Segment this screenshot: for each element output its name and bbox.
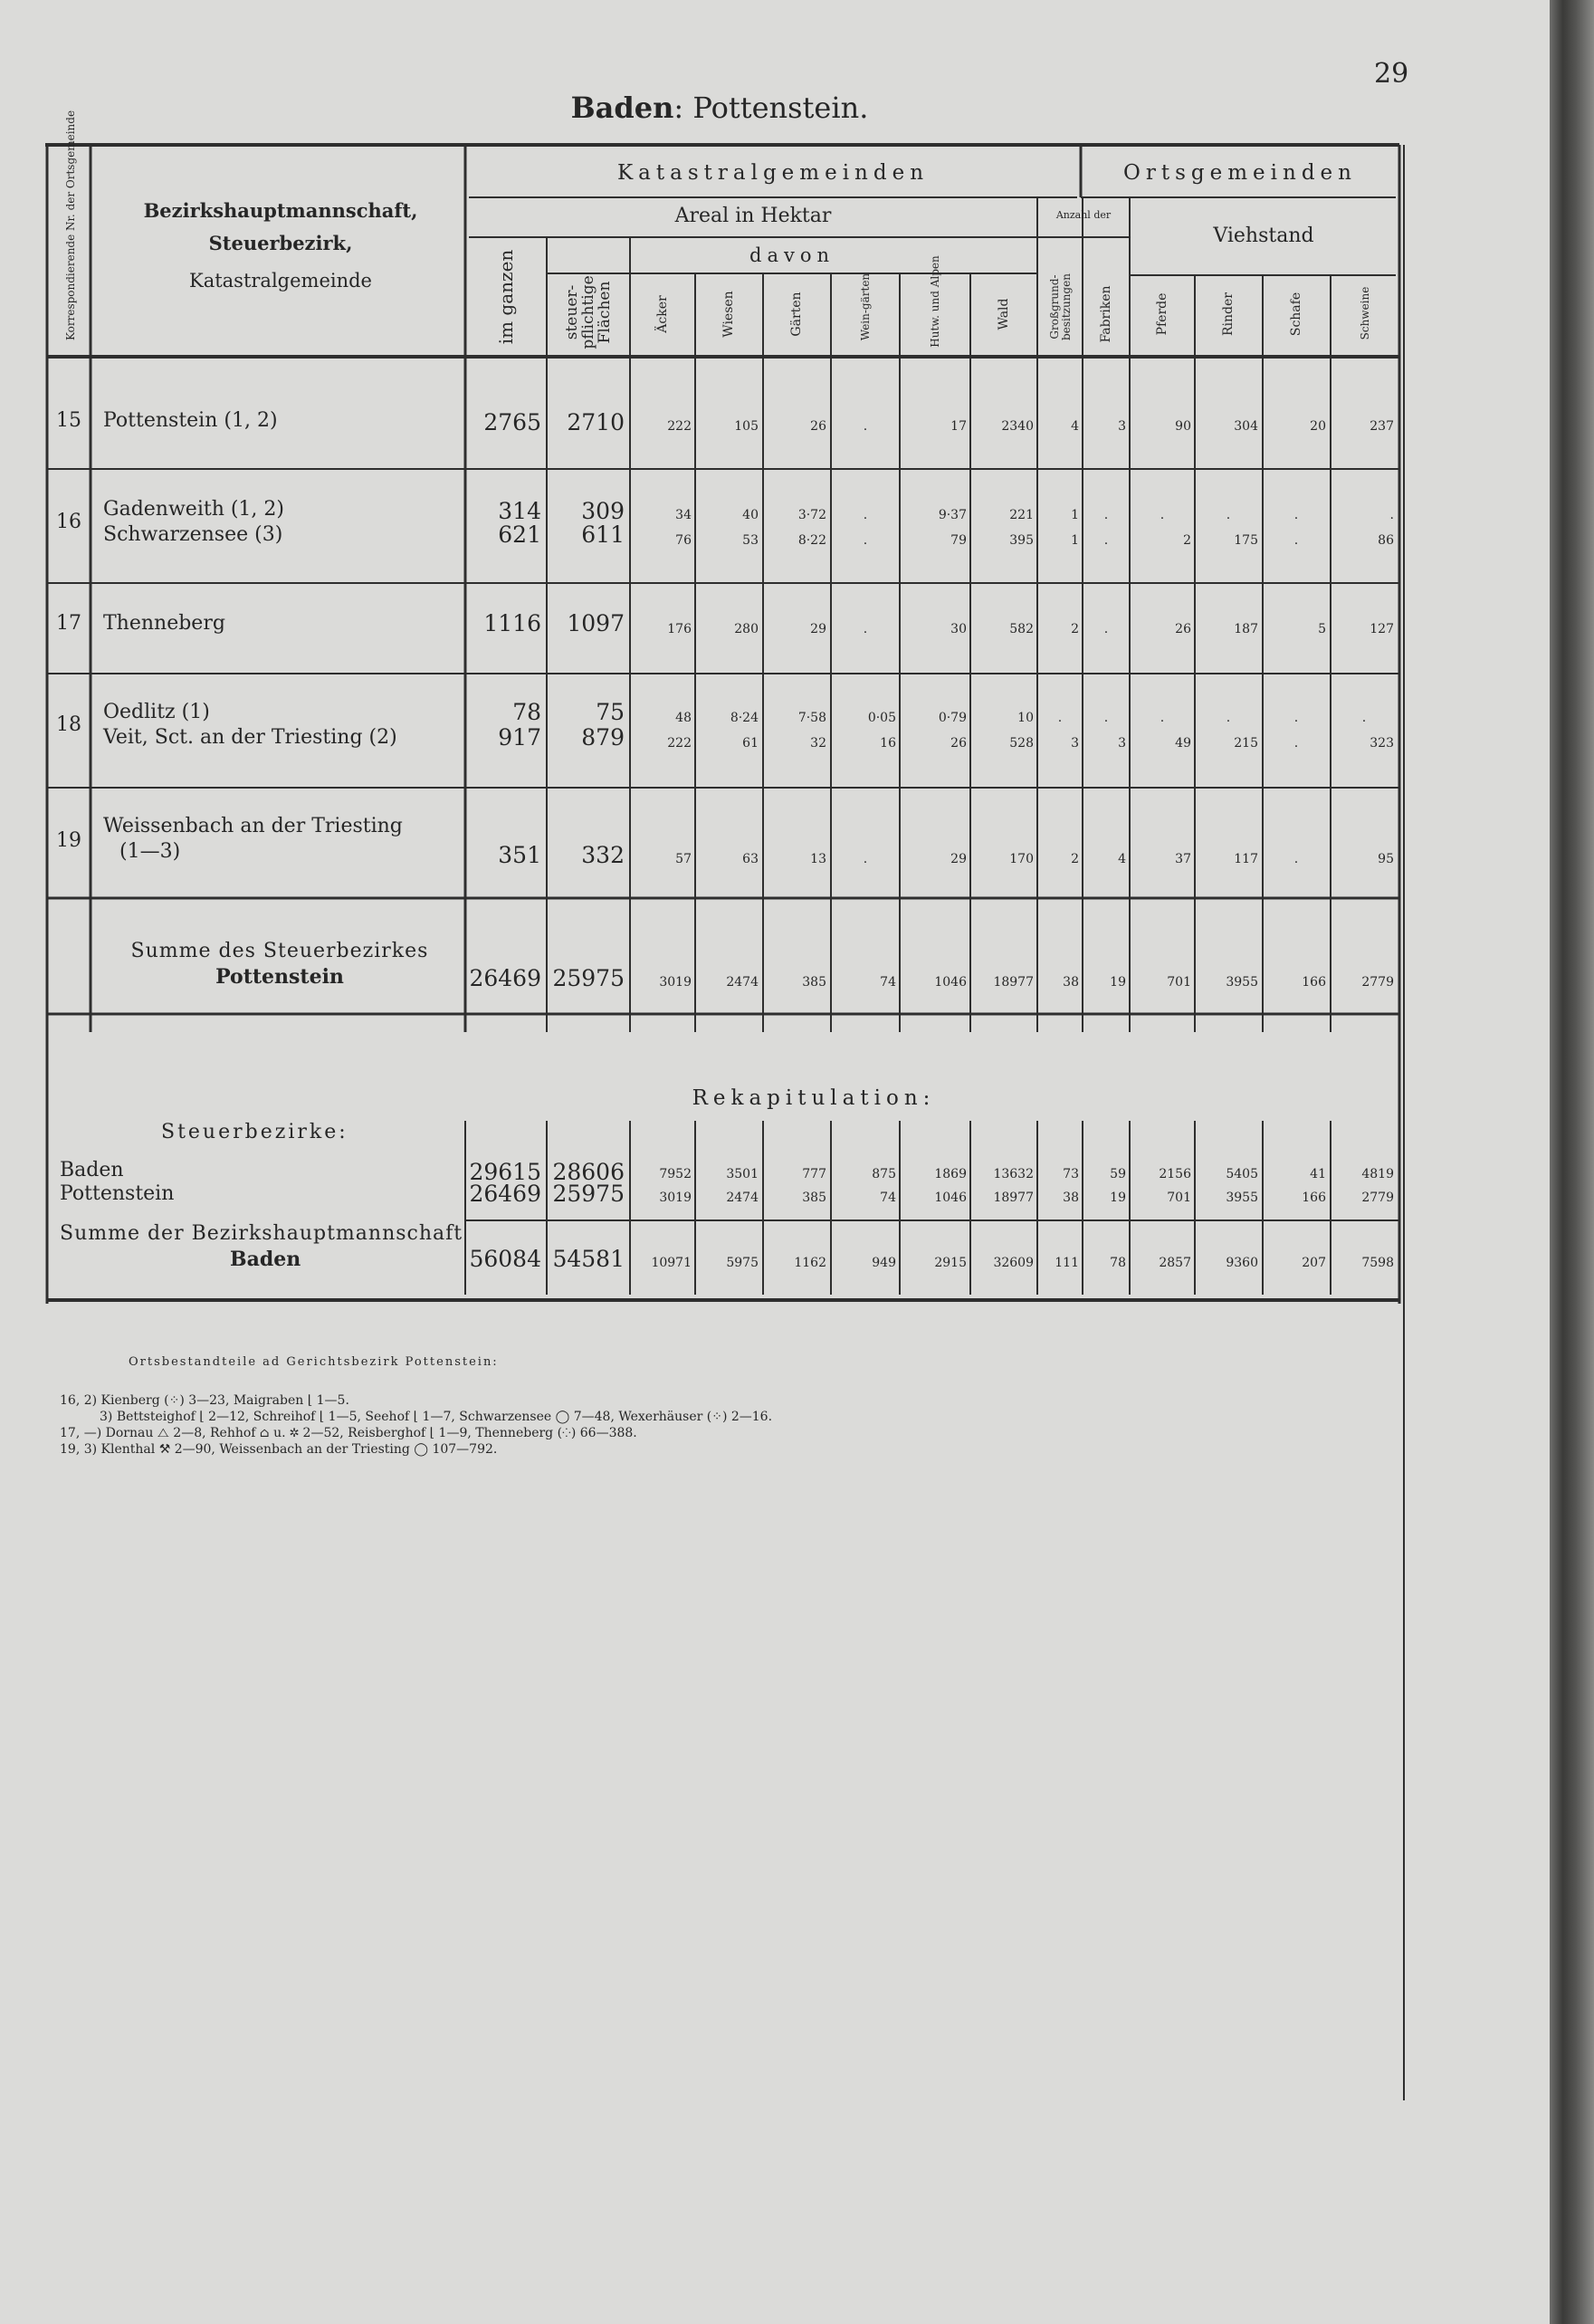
cell-aecker: 57 [675,852,692,866]
cell-steuerpfl: 2710 [567,409,625,435]
rekap-summe-fabriken: 78 [1110,1256,1126,1270]
rekap-wald: 18977 [993,1191,1034,1205]
rekap-pferde: 701 [1167,1191,1191,1205]
rekap-summe-wiesen: 5975 [726,1256,759,1270]
cell-grossgrund: 2 [1071,852,1079,866]
cell-pferde: 90 [1175,419,1191,434]
summe-aecker: 3019 [659,975,692,990]
rekap-hutweiden: 1046 [934,1191,967,1205]
cell-wiesen: 61 [742,736,759,751]
rekap-summe-schafe: 207 [1302,1256,1326,1270]
cell-steuerpfl: 75 [596,699,625,725]
cell-weingaerten: 16 [880,736,896,751]
rekap-im-ganzen: 26469 [469,1181,541,1207]
cell-wald: 2340 [1001,419,1034,434]
summe-schafe: 166 [1302,975,1326,990]
cell-aecker: 48 [675,711,692,725]
rekap-gaerten: 385 [802,1191,826,1205]
cell-aecker: 176 [667,622,692,636]
cell-aecker: 222 [667,736,692,751]
cell-fabriken: . [1103,622,1109,636]
rekap-hutweiden: 1869 [934,1167,967,1181]
rekap-summe-line1: Summe der Bezirkshauptmannschaft [60,1222,463,1245]
rekap-weingaerten: 74 [880,1191,896,1205]
cell-wald: 582 [1009,622,1034,636]
col-pferde: Pferde [1155,292,1169,336]
cell-pferde: 49 [1175,736,1191,751]
cell-fabriken: 4 [1118,852,1126,866]
cell-schweine: . [1389,508,1394,522]
cell-schweine: . [1361,711,1367,725]
row-name: Schwarzensee (3) [103,523,283,546]
cell-wald: 170 [1009,852,1034,866]
cell-schafe: . [1293,852,1299,866]
cell-steuerpfl: 309 [581,498,625,524]
cell-fabriken: . [1103,508,1109,522]
cell-schafe: . [1293,533,1299,548]
summe-pferde: 701 [1167,975,1191,990]
footnote-line: 3) Bettsteighof ⌊ 2—12, Schreihof ⌊ 1—5, Seehof ⌊ 1—7, Schwarzensee ◯ 7—48, Wexerhäuser (⁘) 2—16. [100,1410,773,1424]
row-name-cont: (1—3) [119,840,181,863]
rekap-schweine: 2779 [1361,1191,1394,1205]
cell-im-ganzen: 2765 [483,409,541,435]
rekap-summe-rinder: 9360 [1226,1256,1258,1270]
row-name: Pottenstein (1, 2) [103,409,278,432]
cell-im-ganzen: 351 [498,842,541,868]
cell-hutweiden: 29 [950,852,967,866]
row-name: Weissenbach an der Triesting [103,815,403,837]
summe-gaerten: 385 [802,975,826,990]
rekap-grossgrund: 38 [1063,1191,1079,1205]
cell-grossgrund: 1 [1071,508,1079,522]
cell-wald: 10 [1017,711,1034,725]
cell-wiesen: 63 [742,852,759,866]
cell-gaerten: 29 [810,622,826,636]
nr-column-header: Korrespondierende Nr. der Ortsgemeinde [64,110,77,340]
bezirk-header-line1: Bezirkshauptmannschaft, [143,199,418,222]
footnotes-title: Ortsbestandteile ad Gerichtsbezirk Pottenstein: [129,1355,499,1369]
rekap-summe-line2: Baden [230,1248,301,1271]
rekap-summe-wald: 32609 [993,1256,1034,1270]
cell-hutweiden: 9·37 [938,508,967,522]
cell-weingaerten: . [863,419,868,434]
cell-gaerten: 7·58 [797,711,826,725]
summe-rinder: 3955 [1226,975,1258,990]
rekap-schafe: 41 [1310,1167,1326,1181]
rekap-summe-hutweiden: 2915 [934,1256,967,1270]
cell-weingaerten: . [863,852,868,866]
title-prefix: Baden [570,91,674,125]
cell-im-ganzen: 1116 [483,610,541,636]
cell-im-ganzen: 917 [498,724,541,751]
rekap-row-name: Baden [60,1159,124,1181]
rekap-summe-gaerten: 1162 [794,1256,826,1270]
cell-fabriken: . [1103,711,1109,725]
cell-wiesen: 53 [742,533,759,548]
rekap-wiesen: 3501 [726,1167,759,1181]
row-name: Veit, Sct. an der Triesting (2) [103,726,397,749]
cell-aecker: 34 [675,508,692,522]
cell-weingaerten: . [863,533,868,548]
cell-gaerten: 3·72 [797,508,826,522]
cell-pferde: 2 [1183,533,1191,548]
summe-weingaerten: 74 [880,975,896,990]
cell-gaerten: 8·22 [797,533,826,548]
cell-pferde: 37 [1175,852,1191,866]
bezirk-header-line3: Katastralgemeinde [189,270,372,292]
cell-rinder: 187 [1234,622,1258,636]
cell-schweine: 237 [1370,419,1394,434]
rekap-wald: 13632 [993,1167,1034,1181]
summe-steuerpfl: 25975 [552,965,625,991]
cell-rinder: . [1226,508,1231,522]
cell-fabriken: 3 [1118,736,1126,751]
cell-schweine: 86 [1378,533,1394,548]
col-im-ganzen: im ganzen [495,249,517,345]
cell-grossgrund: 4 [1071,419,1079,434]
rekap-fabriken: 59 [1110,1167,1126,1181]
summe-hutweiden: 1046 [934,975,967,990]
cell-hutweiden: 30 [950,622,967,636]
footnote-line: 16, 2) Kienberg (⁘) 3—23, Maigraben ⌊ 1—5. [60,1393,349,1408]
rekap-aecker: 3019 [659,1191,692,1205]
rekap-summe-pferde: 2857 [1159,1256,1191,1270]
cell-steuerpfl: 611 [581,521,625,548]
col-wald: Wald [997,298,1011,330]
cell-rinder: 175 [1234,533,1258,548]
cell-aecker: 222 [667,419,692,434]
cell-grossgrund: 2 [1071,622,1079,636]
cell-aecker: 76 [675,533,692,548]
bezirk-header-line2: Steuerbezirk, [208,232,353,254]
rekap-summe-aecker: 10971 [651,1256,692,1270]
cell-wiesen: 40 [742,508,759,522]
katastral-header: Katastralgemeinden [616,161,930,185]
cell-wald: 221 [1009,508,1034,522]
col-weingaerten: Wein-gärten [859,273,872,341]
rekap-title: Rekapitulation: [692,1086,936,1110]
summe-fabriken: 19 [1110,975,1126,990]
rekap-rinder: 3955 [1226,1191,1258,1205]
col-hutweiden: Hutw. und Alpen [929,255,941,348]
cell-rinder: 215 [1234,736,1258,751]
areal-header: Areal in Hektar [674,205,832,227]
cell-weingaerten: . [863,508,868,522]
col-grossgrund: Großgrund-besitzungen [1048,273,1073,340]
cell-wiesen: 8·24 [730,711,759,725]
cell-hutweiden: 79 [950,533,967,548]
viehstand-header: Viehstand [1213,225,1314,247]
summe-grossgrund: 38 [1063,975,1079,990]
cell-gaerten: 13 [810,852,826,866]
cell-grossgrund: 1 [1071,533,1079,548]
cell-rinder: 117 [1234,852,1258,866]
cell-wald: 395 [1009,533,1034,548]
col-steuerpflichtig: steuer-pflichtige Flächen [563,275,614,349]
page-number: 29 [1374,58,1409,90]
rekap-gaerten: 777 [802,1167,826,1181]
cell-im-ganzen: 621 [498,521,541,548]
cell-fabriken: 3 [1118,419,1126,434]
cell-schweine: 323 [1370,736,1394,751]
cell-pferde: 26 [1175,622,1191,636]
cell-schafe: . [1293,508,1299,522]
col-gaerten: Gärten [789,292,804,337]
row-nr: 15 [56,409,81,432]
summe-schweine: 2779 [1361,975,1394,990]
cell-wald: 528 [1009,736,1034,751]
cell-steuerpfl: 1097 [567,610,625,636]
cell-schweine: 127 [1370,622,1394,636]
cell-rinder: 304 [1234,419,1258,434]
davon-header: davon [749,244,835,266]
row-nr: 16 [56,511,81,533]
cell-gaerten: 26 [810,419,826,434]
cell-gaerten: 32 [810,736,826,751]
col-fabriken: Fabriken [1099,285,1113,343]
rekap-summe-steuerpfl: 54581 [552,1246,625,1272]
rekap-summe-weingaerten: 949 [872,1256,896,1270]
cell-grossgrund: . [1057,711,1063,725]
rekap-schweine: 4819 [1361,1167,1394,1181]
cell-hutweiden: 0·79 [938,711,967,725]
rekap-weingaerten: 875 [872,1167,896,1181]
cell-weingaerten: . [863,622,868,636]
rekap-summe-schweine: 7598 [1361,1256,1394,1270]
cell-steuerpfl: 879 [581,724,625,751]
rekap-schafe: 166 [1302,1191,1326,1205]
col-schweine: Schweine [1359,286,1371,340]
rekap-row-name: Pottenstein [60,1182,175,1205]
cell-schafe: . [1293,736,1299,751]
title-rest: : Pottenstein. [673,91,869,125]
summe-wald: 18977 [993,975,1034,990]
anzahl-header: Anzahl der [1055,209,1112,221]
cell-im-ganzen: 314 [498,498,541,524]
col-rinder: Rinder [1221,292,1236,336]
summe-im-ganzen: 26469 [469,965,541,991]
cell-wiesen: 280 [734,622,759,636]
rekap-wiesen: 2474 [726,1191,759,1205]
rekap-steuerpfl: 28606 [552,1159,625,1185]
cell-wiesen: 105 [734,419,759,434]
row-name: Thenneberg [103,612,225,635]
cell-schafe: 20 [1310,419,1326,434]
col-wiesen: Wiesen [721,291,736,338]
cell-fabriken: . [1103,533,1109,548]
cell-grossgrund: 3 [1071,736,1079,751]
cell-schafe: 5 [1318,622,1326,636]
cell-hutweiden: 17 [950,419,967,434]
col-schafe: Schafe [1289,292,1303,337]
rekap-grossgrund: 73 [1063,1167,1079,1181]
footnote-line: 17, —) Dornau ⧍ 2—8, Rehhof ⌂ u. ✲ 2—52, Reisberghof ⌊ 1—9, Thenneberg (⁘) 66—388. [60,1426,637,1440]
cell-pferde: . [1160,711,1165,725]
rekap-aecker: 7952 [659,1167,692,1181]
row-nr: 19 [56,829,81,852]
row-name: Oedlitz (1) [103,701,210,723]
rekap-im-ganzen: 29615 [469,1159,541,1185]
rekap-steuer-label: Steuerbezirke: [161,1121,348,1143]
cell-pferde: . [1160,508,1165,522]
cell-steuerpfl: 332 [581,842,625,868]
summe-label-line2: Pottenstein [215,965,344,989]
row-name: Gadenweith (1, 2) [103,498,284,521]
cell-weingaerten: 0·05 [867,711,896,725]
cell-rinder: . [1226,711,1231,725]
row-nr: 17 [56,612,81,635]
rekap-summe-grossgrund: 111 [1055,1256,1079,1270]
rekap-fabriken: 19 [1110,1191,1126,1205]
rekap-steuerpfl: 25975 [552,1181,625,1207]
orts-header: Ortsgemeinden [1123,161,1357,185]
cell-hutweiden: 26 [950,736,967,751]
rekap-pferde: 2156 [1159,1167,1191,1181]
summe-label-line1: Summe des Steuerbezirkes [130,940,429,962]
cell-schweine: 95 [1378,852,1394,866]
cell-schafe: . [1293,711,1299,725]
row-nr: 18 [56,713,81,736]
rekap-summe-im-ganzen: 56084 [469,1246,541,1272]
footnote-line: 19, 3) Klenthal ⚒ 2—90, Weissenbach an der Triesting ◯ 107—792. [60,1442,498,1457]
rekap-rinder: 5405 [1226,1167,1258,1181]
col-aecker: Äcker [655,295,670,333]
summe-wiesen: 2474 [726,975,759,990]
cell-im-ganzen: 78 [512,699,541,725]
